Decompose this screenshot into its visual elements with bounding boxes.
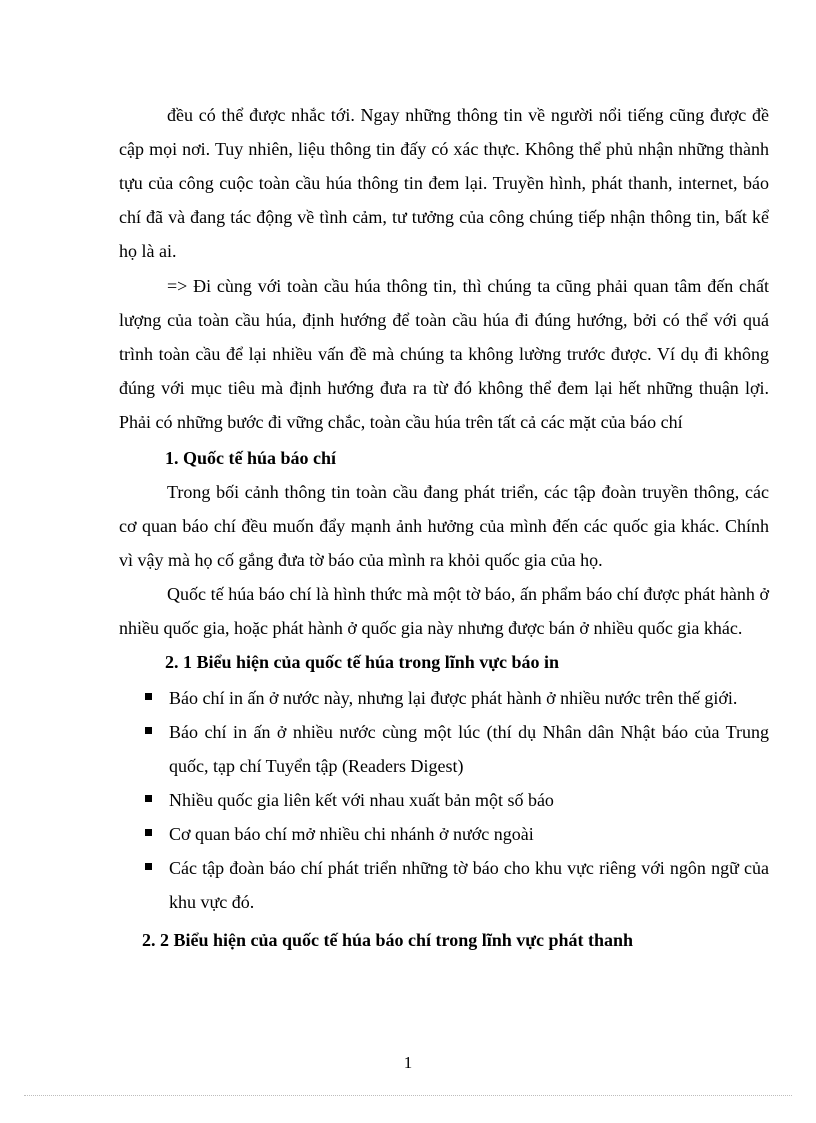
bullet-icon (145, 795, 152, 802)
heading-print-press: 2. 1 Biểu hiện của quốc tế húa trong lĩnh vực báo in (165, 652, 560, 672)
list-item (119, 817, 769, 851)
heading-radio: 2. 2 Biểu hiện của quốc tế húa báo chí trong lĩnh vực phát thanh (142, 930, 634, 950)
bullet-list (119, 681, 769, 919)
list-item-text: Báo chí in ấn ở nước này, nhưng lại được phát hành ở nhiều nước trên thế giới. (169, 688, 738, 708)
list-item-text: Cơ quan báo chí mở nhiều chi nhánh ở nước ngoài (169, 824, 534, 844)
bullet-icon (145, 863, 152, 870)
list-item-text: Nhiều quốc gia liên kết với nhau xuất bản một số báo (169, 790, 554, 810)
list-item (119, 851, 769, 919)
page-number: 1 (403, 1053, 413, 1072)
bullet-icon (145, 727, 152, 734)
list-item (119, 715, 769, 783)
heading-internationalization: 1. Quốc tế húa báo chí (165, 448, 337, 468)
list-item-text: Báo chí in ấn ở nhiều nước cùng một lúc (thí dụ Nhân dân Nhật báo của Trung quốc, tạp chí Tuyển tập (Readers Digest) (169, 722, 769, 776)
list-item (119, 783, 769, 817)
paragraph-quality-direction: => Đi cùng với toàn cầu húa thông tin, thì chúng ta cũng phải quan tâm đến chất lượng của toàn cầu húa, định hướng để toàn cầu húa đi đúng hướng, bởi có thể với quá trình toàn cầu để lại nhiều vấn đề mà chúng ta không lường trước được. Ví dụ đi không đúng với mục tiêu mà định hướng đưa ra từ đó không thể đem lại hết những thuận lợi. Phải có những bước đi vững chắc, toàn cầu húa trên tất cả các mặt của báo chí (119, 276, 769, 432)
page-content (119, 98, 769, 957)
bullet-icon (145, 829, 152, 836)
paragraph-globalization-info: đều có thể được nhắc tới. Ngay những thông tin về người nổi tiếng cũng được đề cập mọi nơi. Tuy nhiên, liệu thông tin đấy có xác thực. Không thể phủ nhận những thành tựu của công cuộc toàn cầu húa thông tin đem lại. Truyền hình, phát thanh, internet, báo chí đã và đang tác động về tình cảm, tư tưởng của công chúng tiếp nhận thông tin, bất kể họ là ai. (119, 105, 769, 261)
footer-divider (24, 1095, 792, 1096)
list-item (119, 681, 769, 715)
list-item-text: Các tập đoàn báo chí phát triển những tờ báo cho khu vực riêng với ngôn ngữ của khu vực đó. (169, 858, 769, 912)
paragraph-definition: Quốc tế húa báo chí là hình thức mà một tờ báo, ấn phẩm báo chí được phát hành ở nhiều quốc gia, hoặc phát hành ở quốc gia này nhưng được bán ở nhiều quốc gia khác. (119, 584, 769, 638)
bullet-icon (145, 693, 152, 700)
paragraph-context: Trong bối cảnh thông tin toàn cầu đang phát triển, các tập đoàn truyền thông, các cơ quan báo chí đều muốn đẩy mạnh ảnh hưởng của mình đến các quốc gia khác. Chính vì vậy mà họ cố gắng đưa tờ báo của mình ra khỏi quốc gia của họ. (119, 482, 769, 570)
